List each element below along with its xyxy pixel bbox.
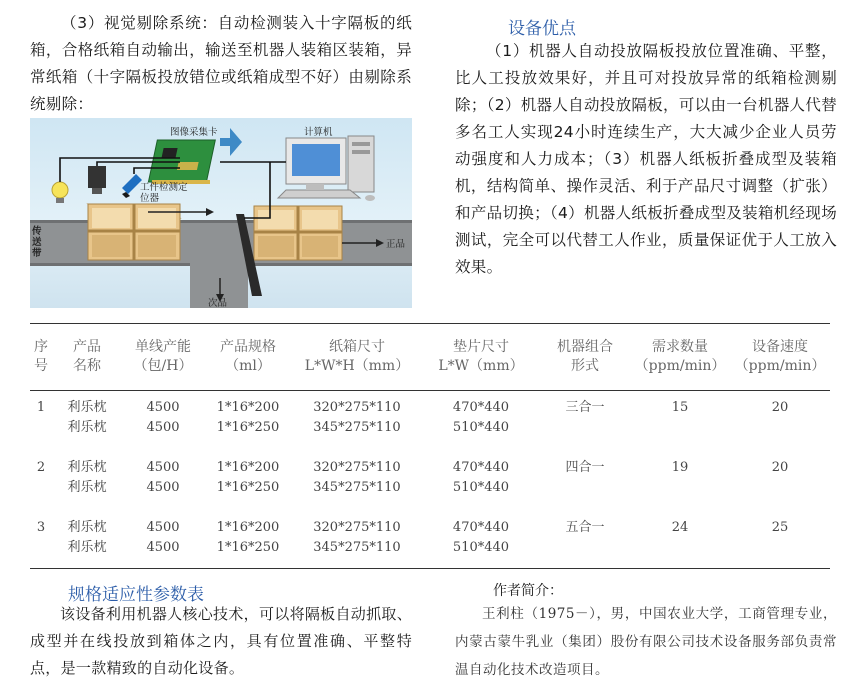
table-bottom-rule [30,568,830,569]
col-combo: 机器组合 形式 [557,339,613,374]
col-name: 产品 名称 [73,339,101,374]
col-no: 序 号 [34,339,48,374]
table-caption-title: 规格适应性参数表 [68,585,204,605]
table-row: 1 利乐枕 利乐枕 4500 4500 1*16*200 1*16*250 320*275*110 345*275*110 470*440 510*440 三合一 15 20 [36,400,789,435]
spec-table [30,338,830,558]
vision-system-diagram [30,118,412,308]
label-reject-product: 次品 [208,298,228,308]
vision-reject-paragraph: （3）视觉剔除系统：自动检测装入十字隔板的纸箱，合格纸箱自动输出，输送至机器人装箱区装箱，异常纸箱（十字隔板投放错位或纸箱成型不好）由剔除系统剔除： [30,14,412,113]
label-computer: 计算机 [304,127,333,138]
col-demand: 需求数量 （ppm/min） [634,339,726,374]
col-capacity: 单线产能 （包/H） [133,339,193,374]
table-row: 2 利乐枕 利乐枕 4500 4500 1*16*200 1*16*250 320*275*110 345*275*110 470*440 510*440 四合一 19 20 [36,460,789,495]
carton-box-right [254,206,342,260]
camera [88,166,106,194]
computer [278,136,375,201]
detector-sensor [122,174,142,198]
col-pad-size: 垫片尺寸 L*W（mm） [438,339,524,374]
table-row: 3 利乐枕 利乐枕 4500 4500 1*16*200 1*16*250 320*275*110 345*275*110 470*440 510*440 五合一 24 25 [36,520,789,555]
author-heading: 作者简介： [493,583,563,599]
advantages-paragraph: （1）机器人自动投放隔板投放位置准确、平整，比人工投放效果好，并且可对投放异常的纸箱检测剔除；（2）机器人自动投放隔板，可以由一台机器人代替多名工人实现24小时连续生产，大大减少企业人员劳动强度和人力成本；（3）机器人纸板折叠成型及装箱机，结构简单、操作灵活、利于产品尺寸调整（扩张）和产品切换；（4）机器人纸板折叠成型及装箱机经现场测试，完全可以代替工人作业，质量保证优于人工放入效果。 [455,42,837,276]
label-good-product: 正品 [386,239,406,250]
table-header-row [30,338,830,376]
label-capture-card: 图像采集卡 [170,127,218,138]
table-top-rule [30,323,830,324]
advantages-heading: 设备优点 [508,19,576,39]
table-caption-paragraph: 该设备利用机器人核心技术，可以将隔板自动抓取、成型并在线投放到箱体之内，具有位置准确、平整特点，是一款精致的自动化设备。 [30,605,412,677]
diagram-drawing [30,118,412,308]
label-conveyor: 传送带 [32,226,42,259]
col-speed: 设备速度 （ppm/min） [734,339,826,374]
author-paragraph: 王利柱（1975－），男，中国农业大学，工商管理专业，内蒙古蒙牛乳业（集团）股份有限公司技术设备服务部负责常温自动化技术改造项目。 [455,606,837,678]
label-detector: 工件检测定位器 [140,182,188,204]
col-box-size: 纸箱尺寸 L*W*H（mm） [304,339,410,374]
lamp [52,182,68,203]
col-spec: 产品规格 （ml） [220,339,276,374]
